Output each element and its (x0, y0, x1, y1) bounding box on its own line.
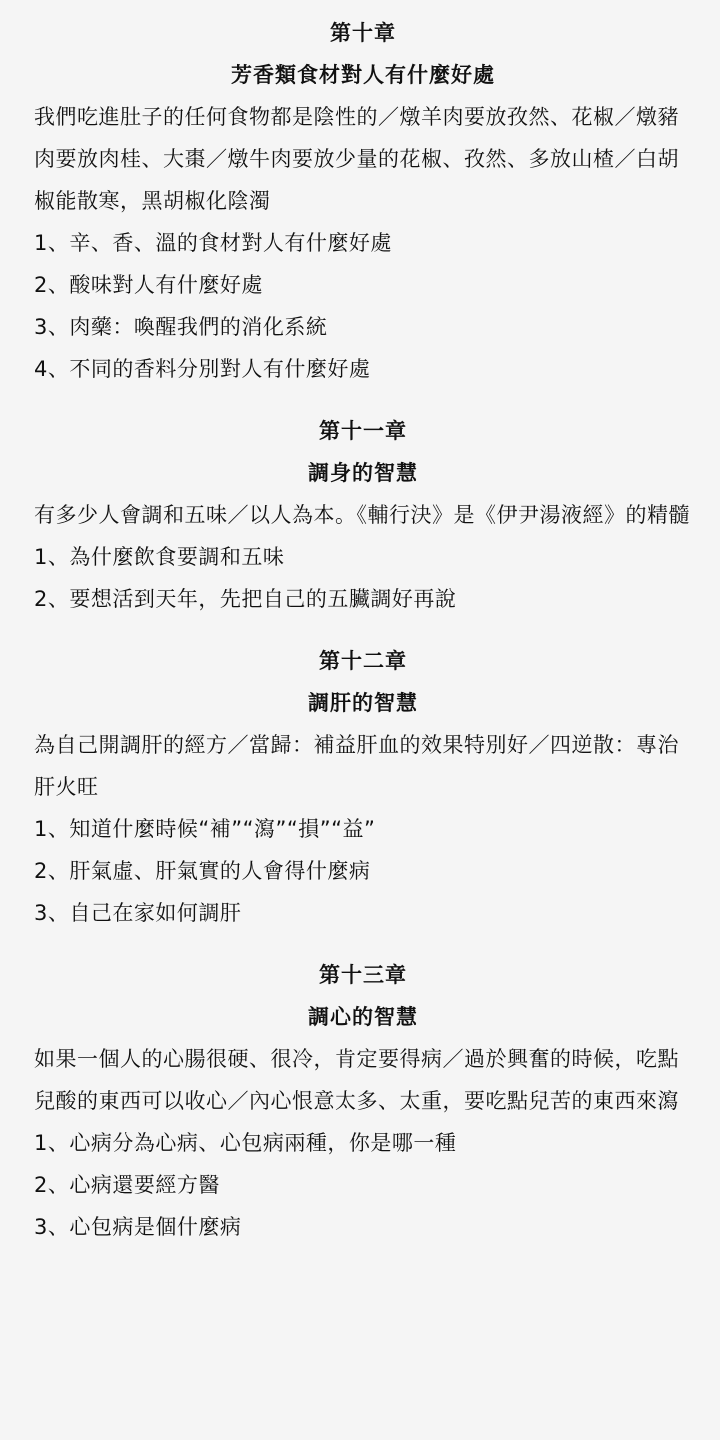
section-list (34, 1122, 692, 1248)
section-list (34, 808, 692, 934)
list-item: 4、不同的香料分別對人有什麼好處 (34, 357, 371, 381)
list-item: 2、酸味對人有什麼好處 (34, 273, 263, 297)
section-list (34, 536, 692, 620)
chapter-title: 調身的智慧 (308, 461, 418, 485)
chapter-title: 芳香類食材對人有什麼好處 (231, 63, 495, 87)
chapter-13 (34, 954, 692, 1248)
chapter-number: 第十章 (330, 21, 396, 45)
list-item: 3、心包病是個什麼病 (34, 1215, 242, 1239)
chapter-number: 第十二章 (319, 649, 407, 673)
chapter-number: 第十三章 (319, 963, 407, 987)
chapter-intro: 我們吃進肚子的任何食物都是陰性的／燉羊肉要放孜然、花椒／燉豬肉要放肉桂、大棗／燉牛肉要放少量的花椒、孜然、多放山楂／白胡椒能散寒，黑胡椒化陰濁 (34, 105, 679, 213)
chapter-11 (34, 410, 692, 620)
list-item: 1、辛、香、溫的食材對人有什麼好處 (34, 231, 392, 255)
list-item: 3、自己在家如何調肝 (34, 901, 242, 925)
list-item: 2、要想活到天年，先把自己的五臟調好再說 (34, 587, 457, 611)
list-item: 2、心病還要經方醫 (34, 1173, 220, 1197)
section-list (34, 222, 692, 390)
chapter-intro: 有多少人會調和五味／以人為本。《輔行決》是《伊尹湯液經》的精髓 (34, 503, 690, 527)
list-item: 2、肝氣虛、肝氣實的人會得什麼病 (34, 859, 371, 883)
chapter-10 (34, 12, 692, 390)
chapter-12 (34, 640, 692, 934)
chapter-intro: 為自己開調肝的經方／當歸：補益肝血的效果特別好／四逆散：專治肝火旺 (34, 733, 679, 799)
chapter-intro: 如果一個人的心腸很硬、很冷，肯定要得病／過於興奮的時候，吃點兒酸的東西可以收心／內心恨意太多、太重，要吃點兒苦的東西來瀉 (34, 1047, 679, 1113)
list-item: 1、為什麼飲食要調和五味 (34, 545, 285, 569)
chapter-number: 第十一章 (319, 419, 407, 443)
list-item: 3、肉藥：喚醒我們的消化系統 (34, 315, 328, 339)
chapter-title: 調肝的智慧 (308, 691, 418, 715)
chapter-title: 調心的智慧 (308, 1005, 418, 1029)
list-item: 1、心病分為心病、心包病兩種，你是哪一種 (34, 1131, 457, 1155)
list-item: 1、知道什麼時候“補”“瀉”“損”“益” (34, 817, 376, 841)
